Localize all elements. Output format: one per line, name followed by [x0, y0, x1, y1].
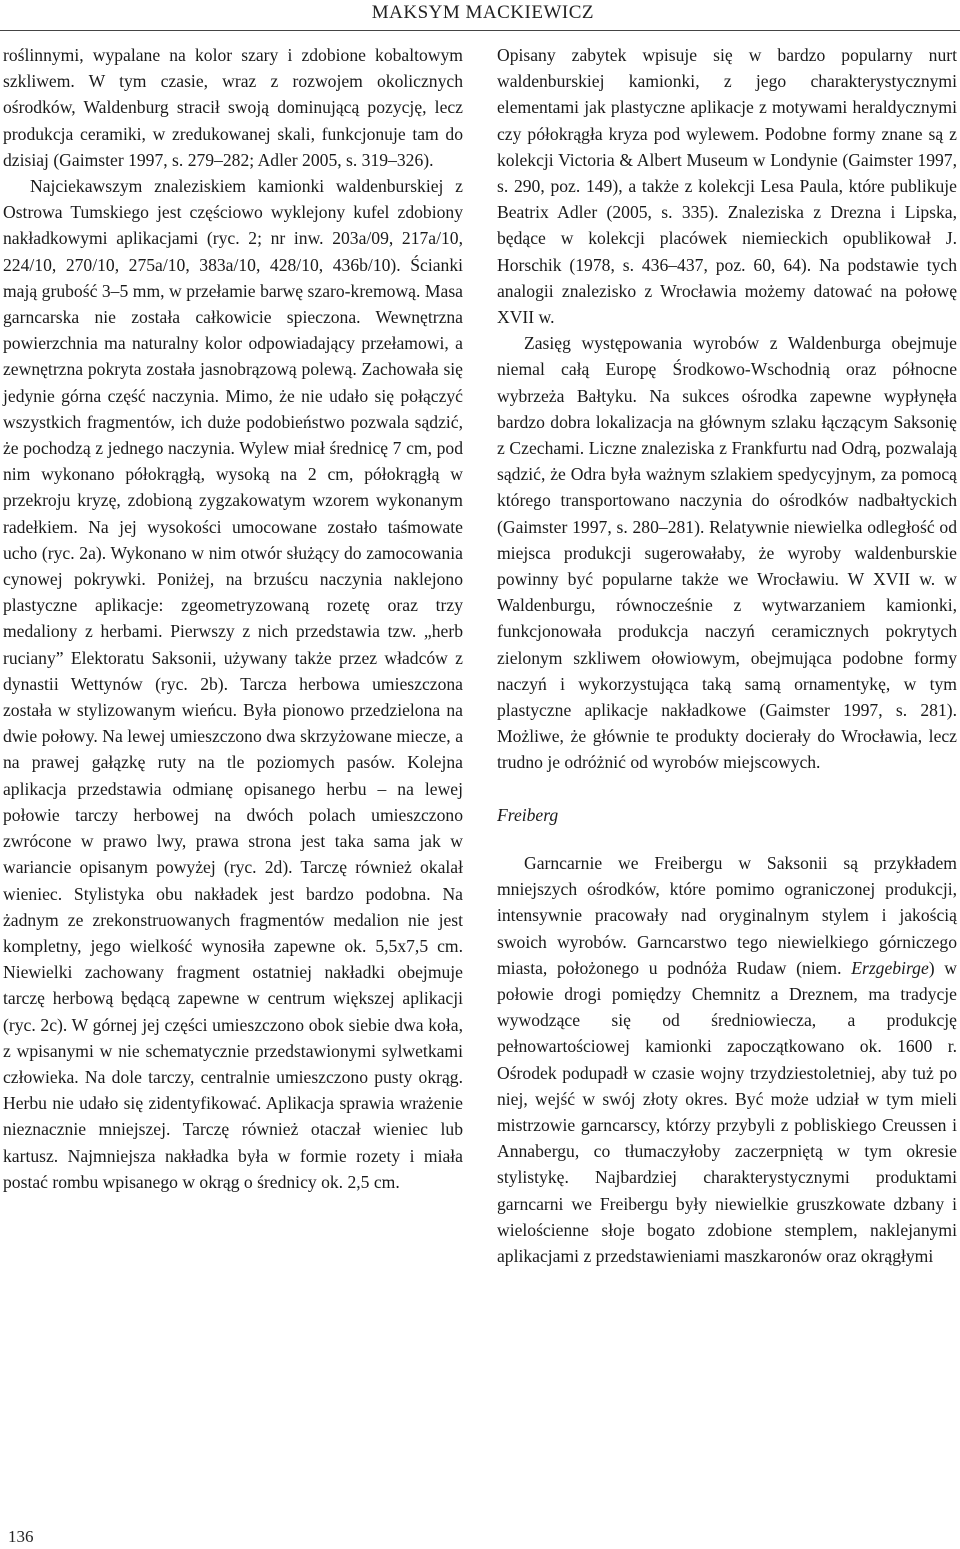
left-column	[3, 42, 463, 1195]
paragraph: Opisany zabytek wpisuje się w bardzo popularny nurt waldenburskiej kamionki, z jego charakterystycznymi elementami jak plastyczne aplikacje z motywami heraldycznymi czy półokrągła kryza pod wylewem. Podobne formy znane są z kolekcji Victoria & Albert Museum w Londynie (Gaimster 1997, s. 290, poz. 149), a także z kolekcji Lesa Paula, które publikuje Beatrix Adler (2005, s. 335). Znaleziska z Drezna i Lipska, będące w kolekcji placówek niemieckich opublikował J. Horschik (1978, s. 436–437, poz. 60, 64). Na podstawie tych analogii znalezisko z Wrocławia możemy datować na połowę XVII w.	[497, 45, 957, 328]
paragraph-emphasis: Erzgebirge	[851, 957, 929, 978]
paragraph-text: ) w połowie drogi pomiędzy Chemnitz a Dreznem, ma tradycje wywodzące się od średniowiecza, a produkcję pełnowartościowej kamionki zapoczątkowano ok. 1600 r. Ośrodek podupadł w czasie wojny trzydziestoletniej, aby tuż po niej, wejść w swój złoty okres. Być może udział w tym mieli mistrzowie garncarscy, którzy przybyli z pobliskiego Creussen i Annabergu, co tłumaczyłoby zaczerpniętą w tym okresie stylistykę. Najbardziej charakterystycznymi produktami garncarni we Freibergu były niewielkie gruszkowate dzbany i wielościenne słoje bogato zdobione stemplem, naklejanymi aplikacjami z przedstawieniami maszkaronów oraz okrągłymi	[497, 957, 958, 1266]
paragraph: roślinnymi, wypalane na kolor szary i zdobione kobaltowym szkliwem. W tym czasie, wraz z rozwojem okolicznych ośrodków, Waldenburg stracił swoją dominującą pozycję, lecz produkcja ceramiki, w zredukowanej skali, funkcjonuje tam do dzisiaj (Gaimster 1997, s. 279–282; Adler 2005, s. 319–326).	[3, 45, 463, 170]
paragraph: Zasięg występowania wyrobów z Waldenburga obejmuje niemal całą Europę Środkowo-Wschodnią oraz północne wybrzeża Bałtyku. Na sukces ośrodka zapewne wypłynęła bardzo dobra lokalizacja na głównym szlaku łączącym Saksonię z Czechami. Liczne znaleziska z Frankfurtu nad Odrą, pozwalają sądzić, że Odra była ważnym szlakiem spedycyjnym, za pomocą którego transportowano naczynia do ośrodków nadbałtyckich (Gaimster 1997, s. 280–281). Relatywnie niewielka odległość od miejsca produkcji sugerowałaby, że wyroby waldenburskie powinny być popularne także we Wrocławiu. W XVII w. w Waldenburgu, równocześnie z wytwarzaniem kamionki, funkcjonowała produkcja naczyń ceramicznych pokrytych zielonym szkliwem ołowiowym, obejmująca podobne formy naczyń i wykorzystująca taką samą ornamentykę, w tym plastyczne aplikacje nakładkowe (Gaimster 1997, s. 281). Możliwe, że głównie te produkty docierały do Wrocławia, lecz trudno je odróżnić od wyrobów miejscowych.	[497, 333, 957, 773]
paragraph-text: Garncarnie we Freibergu w Saksonii są przykładem mniejszych ośrodków, które pomimo ograniczonej produkcji, intensywnie pracowały nad oryginalnym stylem i jakością swoich wyrobów. Garncarstwo tego niewielkiego górniczego miasta, położonego u podnóża Rudaw (niem.	[497, 852, 957, 978]
header-rule	[0, 30, 960, 31]
running-head: MAKSYM MACKIEWICZ	[371, 2, 594, 23]
paragraph: Najciekawszym znaleziskiem kamionki waldenburskiej z Ostrowa Tumskiego jest częściowo wyklejony kufel zdobiony nakładkowymi aplikacjami (ryc. 2; nr inw. 203a/09, 217a/10, 224/10, 270/10, 275a/10, 383a/10, 428/10, 436b/10). Ścianki mają grubość 3–5 mm, w przełamie barwę szaro-kremową. Masa garncarska nie została całkowicie spieczona. Wewnętrzna powierzchnia ma naturalny kolor odpowiadający przełamowi, a zewnętrzna pokryta została jasnobrązową polewą. Zachowała się jedynie górna część naczynia. Mimo, że nie udało się połączyć wszystkich fragmentów, ich duże podobieństwo pozwala sądzić, że pochodzą z jednego naczynia. Wylew miał średnicę 7 cm, pod nim wykonano półokrągłą, wysoką na 2 cm, półokrągłą w przekroju kryzę, zdobioną zygzakowatym wzorem wykonanym radełkiem. Na jej wysokości umocowane zostało taśmowate ucho (ryc. 2a). Wykonano w nim otwór służący do zamocowania cynowej pokrywki. Poniżej, na brzuścu naczynia naklejono plastyczne aplikacje: zgeometryzowaną rozetę oraz trzy medaliony z herbami. Pierwszy z nich przedstawia tzw. „herb ruciany” Elektoratu Saksonii, używany także przez władców z dynastii Wettynów (ryc. 2b). Tarcza herbowa umieszczona została w stylizowanym wieńcu. Była pionowo przedzielona na dwie połowy. Na lewej umieszczono dwa skrzyżowane miecze, a na prawej gałązkę ruty na tle poziomych pasów. Kolejna aplikacja przedstawia odmianę opisanego herbu – na lewej połowie tarczy herbowej na dwóch polach umieszczono zwrócone w prawo lwy, prawa strona jest taka sama jak w wariancie opisanym powyżej (ryc. 2d). Tarczę również okalał wieniec. Stylistyka obu nakładek jest bardzo podobna. Na żadnym ze zrekonstruowanych fragmentów medalion nie jest kompletny, jego wielkość wynosiła zapewne ok. 5,5x7,5 cm. Niewielki zachowany fragment ostatniej nakładki obejmuje tarczę herbową będącą zapewne w centrum większej aplikacji (ryc. 2c). W górnej jej części umieszczono obok siebie dwa koła, z wpisanymi w nie schematycznie przedstawionymi sylwetkami człowieka. Na dole tarczy, centralnie umieszczono pusty okrąg. Herbu nie udało się zidentyfikować. Aplikacja sprawia wrażenie nieznacznie mniejszej. Tarczę również otaczał wieniec lub kartusz. Najmniejsza nakładka była w formie rozety i miała postać rombu wpisanego w okrąg o średnicy ok. 2,5 cm.	[3, 176, 463, 1192]
page-number: 136	[8, 1527, 34, 1546]
right-column	[497, 42, 957, 1269]
paragraph	[497, 850, 957, 1269]
section-heading: Freiberg	[497, 804, 559, 825]
